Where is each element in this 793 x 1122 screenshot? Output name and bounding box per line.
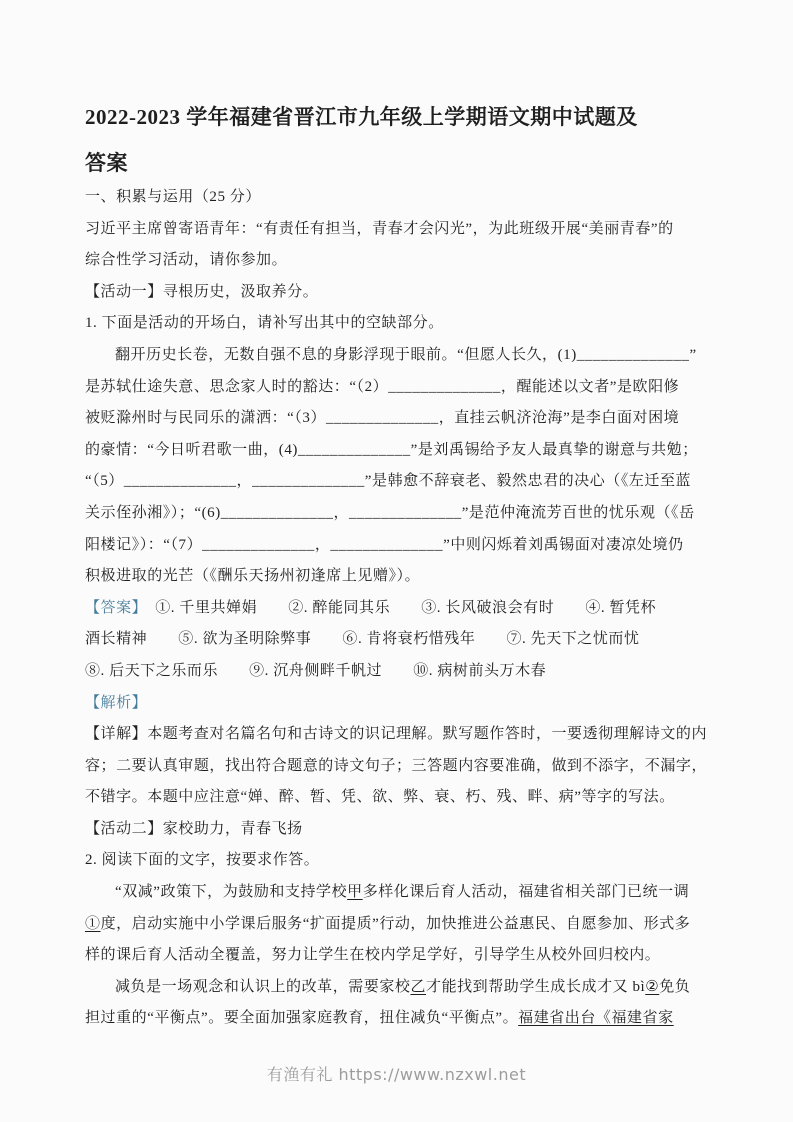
text-segment: 不错字。本题中应注意“婵、醉、暂、凭、欲、弊、衰、朽、残、畔、病”等字的写法。 bbox=[85, 789, 675, 806]
text-segment: 习近平主席曾寄语青年：“有责任有担当，青春才会闪光”，为此班级开展“美丽青春”的 bbox=[85, 220, 674, 237]
title-line-2: 答案 bbox=[85, 151, 128, 175]
text-line bbox=[85, 782, 715, 814]
text-line bbox=[85, 372, 715, 404]
text-line bbox=[85, 530, 715, 562]
document-title bbox=[85, 94, 715, 186]
underlined-text: ① bbox=[85, 915, 101, 932]
text-segment: 度，启动实施中小学课后服务“扩面提质”行动，加快推进公益惠民、自愿参加、形式多 bbox=[100, 915, 691, 932]
text-line bbox=[85, 340, 715, 372]
text-line bbox=[85, 688, 715, 720]
underlined-text: ② bbox=[645, 978, 660, 995]
underlined-text: 福建省出台《福建省家 bbox=[518, 1010, 674, 1027]
text-line bbox=[85, 845, 715, 877]
text-line bbox=[85, 940, 715, 972]
text-segment: 2. 阅读下面的文字，按要求作答。 bbox=[85, 852, 320, 869]
underlined-text: 乙 bbox=[410, 978, 427, 995]
text-segment: 是苏轼仕途失意、思念家人时的豁达：“（2）______________，醒能述以文者”是欧阳修 bbox=[85, 378, 680, 395]
text-line bbox=[85, 719, 715, 751]
text-segment: “（5）______________，______________”是韩愈不辞衰老、毅然忠君的决心（《左迁至蓝 bbox=[85, 473, 692, 490]
text-segment: 的豪情：“今日听君歌一曲，(4)______________”是刘禹锡给予友人最真挚的谢意与共勉； bbox=[85, 441, 698, 458]
text-segment: 减负是一场观念和认识上的改革，需要家校 bbox=[115, 978, 411, 995]
text-segment: 被贬滁州时与民同乐的潇洒：“（3）______________，直挂云帆济沧海”是李白面对困境 bbox=[85, 410, 680, 427]
text-line bbox=[85, 308, 715, 340]
text-segment: 积极进取的光芒（《酬乐天扬州初逢席上见赠》）。 bbox=[85, 568, 421, 585]
text-segment: “双减”政策下，为鼓励和支持学校 bbox=[115, 884, 348, 901]
footer-watermark: 有渔有礼 https://www.nzxwl.net bbox=[266, 1065, 527, 1084]
text-line bbox=[85, 245, 715, 277]
text-segment: 一、积累与运用（25 分） bbox=[85, 189, 261, 205]
text-line bbox=[85, 561, 715, 593]
text-segment: 多样化课后育人活动，福建省相关部门已统一调 bbox=[362, 884, 690, 901]
text-line bbox=[85, 877, 715, 909]
text-segment: 酒长精神 ⑤. 欲为圣明除弊事 ⑥. 肯将衰朽惜残年 ⑦. 先天下之忧而忧 bbox=[85, 631, 640, 648]
text-segment: 【详解】本题考查对名篇名句和古诗文的识记理解。默写题作答时，一要透彻理解诗文的内 bbox=[85, 726, 708, 743]
text-line bbox=[85, 214, 715, 246]
text-line bbox=[85, 277, 715, 309]
text-line bbox=[85, 182, 715, 214]
text-segment: 免负 bbox=[659, 978, 691, 995]
text-line bbox=[85, 814, 715, 846]
text-segment: 综合性学习活动，请你参加。 bbox=[85, 252, 288, 269]
answer-label: 【解析】 bbox=[85, 694, 148, 711]
text-line bbox=[85, 909, 715, 941]
text-segment: 样的课后育人活动全覆盖，努力让学生在校内学足学好，引导学生从校外回归校内。 bbox=[85, 947, 661, 964]
text-segment: 阳楼记》）：“（7）______________，______________”中则闪烁着刘禹锡面对凄凉处境仍 bbox=[85, 536, 684, 553]
text-segment: ①. 千里共婵娟 ②. 醉能同其乐 ③. 长风破浪会有时 ④. 暂凭杯 bbox=[139, 599, 657, 616]
text-line bbox=[85, 1003, 715, 1035]
text-segment: 才能找到帮助学生成长成才又 bì bbox=[426, 978, 646, 995]
text-line bbox=[85, 403, 715, 435]
text-segment: ⑧. 后天下之乐而乐 ⑨. 沉舟侧畔千帆过 ⑩. 病树前头万木春 bbox=[85, 662, 547, 679]
text-line bbox=[85, 466, 715, 498]
text-line bbox=[85, 498, 715, 530]
text-segment: 翻开历史长卷，无数自强不息的身影浮现于眼前。“但愿人长久，(1)______________” bbox=[115, 346, 697, 363]
text-segment: 【活动二】家校助力，青春飞扬 bbox=[85, 820, 303, 837]
text-segment: 【活动一】寻根历史，汲取养分。 bbox=[85, 283, 319, 300]
text-line bbox=[85, 751, 715, 783]
document-body bbox=[85, 182, 715, 1035]
underlined-text: 甲 bbox=[347, 884, 363, 901]
text-line bbox=[85, 593, 715, 625]
text-segment: 担过重的“平衡点”。要全面加强家庭教育，扭住减负“平衡点”。 bbox=[85, 1010, 519, 1027]
text-segment: 关示侄孙湘》）；“(6)______________，______________”是范仲淹流芳百世的忧乐观（《岳 bbox=[85, 504, 695, 521]
text-line bbox=[85, 624, 715, 656]
text-segment: 容；二要认真审题，找出符合题意的诗文句子；三答题内容要准确，做到不添字，不漏字， bbox=[85, 757, 708, 774]
title-line-1: 2022-2023 学年福建省晋江市九年级上学期语文期中试题及 bbox=[85, 105, 638, 129]
text-line bbox=[85, 656, 715, 688]
text-segment: 1. 下面是活动的开场白，请补写出其中的空缺部分。 bbox=[85, 315, 444, 332]
text-line bbox=[85, 972, 715, 1004]
answer-label: 【答案】 bbox=[85, 599, 140, 616]
text-line bbox=[85, 435, 715, 467]
